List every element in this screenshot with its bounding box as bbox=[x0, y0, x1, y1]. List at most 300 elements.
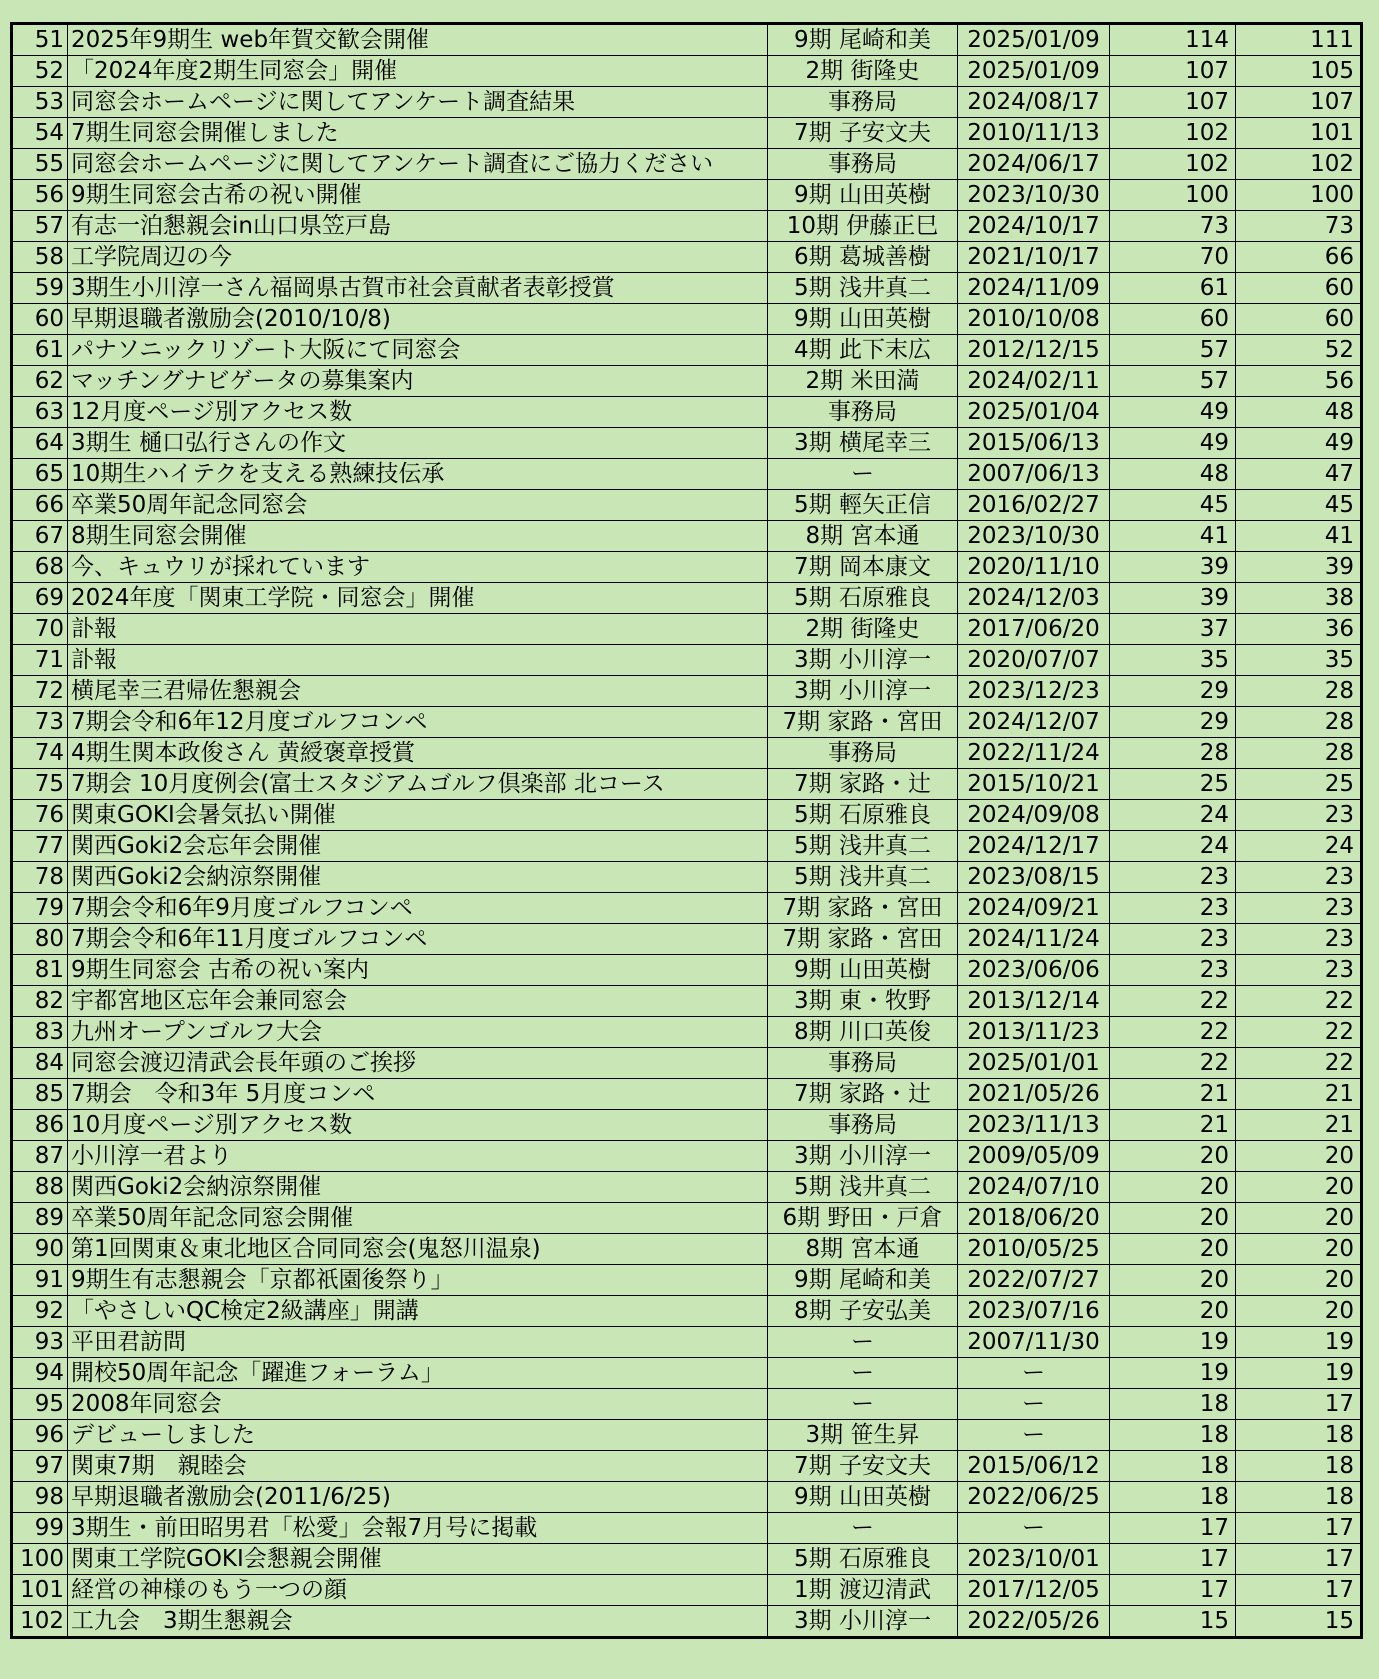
article-title: 7期会令和6年11月度ゴルフコンペ bbox=[68, 924, 768, 955]
access-count: 17 bbox=[1110, 1575, 1236, 1606]
article-title: 7期会令和6年9月度ゴルフコンペ bbox=[68, 893, 768, 924]
author: 6期 葛城善樹 bbox=[768, 242, 958, 273]
table-row bbox=[12, 1079, 1362, 1110]
row-number: 69 bbox=[12, 583, 68, 614]
visitor-count: 28 bbox=[1236, 738, 1362, 769]
post-date: 2007/06/13 bbox=[958, 459, 1110, 490]
post-date: 2022/11/24 bbox=[958, 738, 1110, 769]
row-number: 60 bbox=[12, 304, 68, 335]
visitor-count: 23 bbox=[1236, 862, 1362, 893]
row-number: 64 bbox=[12, 428, 68, 459]
table-row bbox=[12, 1141, 1362, 1172]
access-count: 23 bbox=[1110, 862, 1236, 893]
post-date: ー bbox=[958, 1513, 1110, 1544]
author: ー bbox=[768, 1327, 958, 1358]
row-number: 81 bbox=[12, 955, 68, 986]
table-row bbox=[12, 1513, 1362, 1544]
author: ー bbox=[768, 1513, 958, 1544]
row-number: 76 bbox=[12, 800, 68, 831]
article-title: 4期生関本政俊さん 黄綬褒章授賞 bbox=[68, 738, 768, 769]
author: 事務局 bbox=[768, 87, 958, 118]
visitor-count: 35 bbox=[1236, 645, 1362, 676]
access-count: 20 bbox=[1110, 1296, 1236, 1327]
access-count: 17 bbox=[1110, 1544, 1236, 1575]
row-number: 91 bbox=[12, 1265, 68, 1296]
row-number: 73 bbox=[12, 707, 68, 738]
table-row bbox=[12, 397, 1362, 428]
visitor-count: 48 bbox=[1236, 397, 1362, 428]
visitor-count: 60 bbox=[1236, 304, 1362, 335]
author: ー bbox=[768, 1358, 958, 1389]
visitor-count: 22 bbox=[1236, 1017, 1362, 1048]
row-number: 58 bbox=[12, 242, 68, 273]
access-count: 21 bbox=[1110, 1079, 1236, 1110]
row-number: 85 bbox=[12, 1079, 68, 1110]
author: 9期 山田英樹 bbox=[768, 1482, 958, 1513]
row-number: 95 bbox=[12, 1389, 68, 1420]
post-date: 2025/01/09 bbox=[958, 24, 1110, 56]
author: 5期 石原雅良 bbox=[768, 1544, 958, 1575]
row-number: 98 bbox=[12, 1482, 68, 1513]
visitor-count: 45 bbox=[1236, 490, 1362, 521]
post-date: 2024/09/21 bbox=[958, 893, 1110, 924]
post-date: ー bbox=[958, 1420, 1110, 1451]
post-date: 2024/11/09 bbox=[958, 273, 1110, 304]
access-count: 19 bbox=[1110, 1327, 1236, 1358]
visitor-count: 19 bbox=[1236, 1327, 1362, 1358]
article-title: 9期生同窓会 古希の祝い案内 bbox=[68, 955, 768, 986]
table-row bbox=[12, 583, 1362, 614]
table-row bbox=[12, 242, 1362, 273]
visitor-count: 36 bbox=[1236, 614, 1362, 645]
access-count: 19 bbox=[1110, 1358, 1236, 1389]
post-date: 2017/12/05 bbox=[958, 1575, 1110, 1606]
article-title: 12月度ページ別アクセス数 bbox=[68, 397, 768, 428]
visitor-count: 28 bbox=[1236, 676, 1362, 707]
visitor-count: 101 bbox=[1236, 118, 1362, 149]
row-number: 88 bbox=[12, 1172, 68, 1203]
post-date: 2025/01/09 bbox=[958, 56, 1110, 87]
author: 9期 山田英樹 bbox=[768, 304, 958, 335]
row-number: 90 bbox=[12, 1234, 68, 1265]
row-number: 61 bbox=[12, 335, 68, 366]
article-title: 7期会 令和3年 5月度コンペ bbox=[68, 1079, 768, 1110]
author: 1期 渡辺清武 bbox=[768, 1575, 958, 1606]
access-count: 45 bbox=[1110, 490, 1236, 521]
row-number: 89 bbox=[12, 1203, 68, 1234]
access-count: 29 bbox=[1110, 707, 1236, 738]
table-row bbox=[12, 676, 1362, 707]
post-date: 2015/10/21 bbox=[958, 769, 1110, 800]
author: 5期 浅井真二 bbox=[768, 831, 958, 862]
post-date: 2023/10/30 bbox=[958, 521, 1110, 552]
access-count: 24 bbox=[1110, 800, 1236, 831]
table-row bbox=[12, 1451, 1362, 1482]
post-date: 2024/02/11 bbox=[958, 366, 1110, 397]
article-title: 同窓会ホームページに関してアンケート調査にご協力ください bbox=[68, 149, 768, 180]
visitor-count: 20 bbox=[1236, 1203, 1362, 1234]
author: 7期 子安文夫 bbox=[768, 1451, 958, 1482]
article-title: 3期生・前田昭男君「松愛」会報7月号に掲載 bbox=[68, 1513, 768, 1544]
table-body bbox=[12, 24, 1362, 1638]
article-title: 関西Goki2会納涼祭開催 bbox=[68, 1172, 768, 1203]
access-count: 70 bbox=[1110, 242, 1236, 273]
visitor-count: 47 bbox=[1236, 459, 1362, 490]
row-number: 74 bbox=[12, 738, 68, 769]
row-number: 92 bbox=[12, 1296, 68, 1327]
post-date: 2024/12/07 bbox=[958, 707, 1110, 738]
row-number: 70 bbox=[12, 614, 68, 645]
access-count: 37 bbox=[1110, 614, 1236, 645]
visitor-count: 17 bbox=[1236, 1389, 1362, 1420]
post-date: 2023/12/23 bbox=[958, 676, 1110, 707]
author: 3期 小川淳一 bbox=[768, 1606, 958, 1638]
access-count: 23 bbox=[1110, 893, 1236, 924]
visitor-count: 60 bbox=[1236, 273, 1362, 304]
access-count: 22 bbox=[1110, 986, 1236, 1017]
table-row bbox=[12, 1389, 1362, 1420]
article-title: 3期生小川淳一さん福岡県古賀市社会貢献者表彰授賞 bbox=[68, 273, 768, 304]
visitor-count: 73 bbox=[1236, 211, 1362, 242]
visitor-count: 41 bbox=[1236, 521, 1362, 552]
author: 9期 山田英樹 bbox=[768, 955, 958, 986]
article-title: 関東GOKI会暑気払い開催 bbox=[68, 800, 768, 831]
table-row bbox=[12, 118, 1362, 149]
article-title: 横尾幸三君帰佐懇親会 bbox=[68, 676, 768, 707]
row-number: 51 bbox=[12, 24, 68, 56]
article-title: 10月度ページ別アクセス数 bbox=[68, 1110, 768, 1141]
access-count: 48 bbox=[1110, 459, 1236, 490]
row-number: 68 bbox=[12, 552, 68, 583]
visitor-count: 19 bbox=[1236, 1358, 1362, 1389]
article-title: 早期退職者激励会(2010/10/8) bbox=[68, 304, 768, 335]
row-number: 97 bbox=[12, 1451, 68, 1482]
table-row bbox=[12, 459, 1362, 490]
author: ー bbox=[768, 1389, 958, 1420]
post-date: 2024/07/10 bbox=[958, 1172, 1110, 1203]
author: 3期 小川淳一 bbox=[768, 1141, 958, 1172]
visitor-count: 38 bbox=[1236, 583, 1362, 614]
row-number: 66 bbox=[12, 490, 68, 521]
article-title: マッチングナビゲータの募集案内 bbox=[68, 366, 768, 397]
row-number: 96 bbox=[12, 1420, 68, 1451]
access-count: 20 bbox=[1110, 1234, 1236, 1265]
access-count: 15 bbox=[1110, 1606, 1236, 1638]
article-title: 九州オープンゴルフ大会 bbox=[68, 1017, 768, 1048]
table-row bbox=[12, 1420, 1362, 1451]
visitor-count: 23 bbox=[1236, 893, 1362, 924]
article-title: 7期会令和6年12月度ゴルフコンペ bbox=[68, 707, 768, 738]
post-date: 2015/06/12 bbox=[958, 1451, 1110, 1482]
post-date: 2023/10/30 bbox=[958, 180, 1110, 211]
access-count: 25 bbox=[1110, 769, 1236, 800]
author: 7期 家路・辻 bbox=[768, 1079, 958, 1110]
article-title: 「やさしいQC検定2級講座」開講 bbox=[68, 1296, 768, 1327]
article-title: 平田君訪問 bbox=[68, 1327, 768, 1358]
author: 7期 家路・宮田 bbox=[768, 893, 958, 924]
post-date: 2017/06/20 bbox=[958, 614, 1110, 645]
author: 9期 尾崎和美 bbox=[768, 24, 958, 56]
article-title: 卒業50周年記念同窓会 bbox=[68, 490, 768, 521]
access-count: 60 bbox=[1110, 304, 1236, 335]
article-title: 10期生ハイテクを支える熟練技伝承 bbox=[68, 459, 768, 490]
row-number: 79 bbox=[12, 893, 68, 924]
author: 6期 野田・戸倉 bbox=[768, 1203, 958, 1234]
author: 9期 尾崎和美 bbox=[768, 1265, 958, 1296]
row-number: 59 bbox=[12, 273, 68, 304]
post-date: 2010/10/08 bbox=[958, 304, 1110, 335]
access-count: 18 bbox=[1110, 1420, 1236, 1451]
access-count: 100 bbox=[1110, 180, 1236, 211]
article-title: 3期生 樋口弘行さんの作文 bbox=[68, 428, 768, 459]
access-count: 20 bbox=[1110, 1172, 1236, 1203]
author: 7期 家路・宮田 bbox=[768, 707, 958, 738]
author: 2期 街隆史 bbox=[768, 56, 958, 87]
access-count: 21 bbox=[1110, 1110, 1236, 1141]
table-row bbox=[12, 707, 1362, 738]
row-number: 62 bbox=[12, 366, 68, 397]
visitor-count: 23 bbox=[1236, 924, 1362, 955]
visitor-count: 23 bbox=[1236, 955, 1362, 986]
post-date: 2010/05/25 bbox=[958, 1234, 1110, 1265]
author: 9期 山田英樹 bbox=[768, 180, 958, 211]
visitor-count: 21 bbox=[1236, 1110, 1362, 1141]
article-title: 卒業50周年記念同窓会開催 bbox=[68, 1203, 768, 1234]
access-count: 41 bbox=[1110, 521, 1236, 552]
author: 5期 浅井真二 bbox=[768, 273, 958, 304]
author: 事務局 bbox=[768, 1048, 958, 1079]
access-count: 57 bbox=[1110, 366, 1236, 397]
post-date: 2020/07/07 bbox=[958, 645, 1110, 676]
table-row bbox=[12, 1017, 1362, 1048]
author: 事務局 bbox=[768, 397, 958, 428]
author: 3期 小川淳一 bbox=[768, 676, 958, 707]
row-number: 52 bbox=[12, 56, 68, 87]
visitor-count: 20 bbox=[1236, 1172, 1362, 1203]
article-title: 宇都宮地区忘年会兼同窓会 bbox=[68, 986, 768, 1017]
access-count: 18 bbox=[1110, 1451, 1236, 1482]
table-row bbox=[12, 955, 1362, 986]
author: 3期 笹生昇 bbox=[768, 1420, 958, 1451]
table-row bbox=[12, 1203, 1362, 1234]
table-row bbox=[12, 521, 1362, 552]
row-number: 102 bbox=[12, 1606, 68, 1638]
access-count: 102 bbox=[1110, 118, 1236, 149]
visitor-count: 18 bbox=[1236, 1420, 1362, 1451]
table-row bbox=[12, 800, 1362, 831]
access-count: 107 bbox=[1110, 56, 1236, 87]
article-title: 関東工学院GOKI会懇親会開催 bbox=[68, 1544, 768, 1575]
access-count: 49 bbox=[1110, 428, 1236, 459]
visitor-count: 20 bbox=[1236, 1234, 1362, 1265]
access-count: 107 bbox=[1110, 87, 1236, 118]
visitor-count: 20 bbox=[1236, 1296, 1362, 1327]
author: 7期 家路・宮田 bbox=[768, 924, 958, 955]
row-number: 87 bbox=[12, 1141, 68, 1172]
access-count: 57 bbox=[1110, 335, 1236, 366]
table-row bbox=[12, 645, 1362, 676]
row-number: 82 bbox=[12, 986, 68, 1017]
visitor-count: 52 bbox=[1236, 335, 1362, 366]
author: 7期 岡本康文 bbox=[768, 552, 958, 583]
visitor-count: 22 bbox=[1236, 986, 1362, 1017]
post-date: 2024/12/03 bbox=[958, 583, 1110, 614]
visitor-count: 17 bbox=[1236, 1544, 1362, 1575]
article-title: 工学院周辺の今 bbox=[68, 242, 768, 273]
post-date: 2024/08/17 bbox=[958, 87, 1110, 118]
table-row bbox=[12, 738, 1362, 769]
access-count: 39 bbox=[1110, 583, 1236, 614]
access-count: 49 bbox=[1110, 397, 1236, 428]
article-title: 訃報 bbox=[68, 645, 768, 676]
visitor-count: 39 bbox=[1236, 552, 1362, 583]
access-count: 20 bbox=[1110, 1265, 1236, 1296]
table-row bbox=[12, 273, 1362, 304]
access-count: 102 bbox=[1110, 149, 1236, 180]
table-row bbox=[12, 893, 1362, 924]
post-date: ー bbox=[958, 1358, 1110, 1389]
access-count: 23 bbox=[1110, 955, 1236, 986]
post-date: 2024/06/17 bbox=[958, 149, 1110, 180]
table-row bbox=[12, 1048, 1362, 1079]
post-date: 2022/05/26 bbox=[958, 1606, 1110, 1638]
table-row bbox=[12, 552, 1362, 583]
access-count: 18 bbox=[1110, 1389, 1236, 1420]
article-title: 第1回関東＆東北地区合同同窓会(鬼怒川温泉) bbox=[68, 1234, 768, 1265]
author: 4期 此下末広 bbox=[768, 335, 958, 366]
post-date: 2009/05/09 bbox=[958, 1141, 1110, 1172]
visitor-count: 23 bbox=[1236, 800, 1362, 831]
row-number: 53 bbox=[12, 87, 68, 118]
article-title: 関東7期 親睦会 bbox=[68, 1451, 768, 1482]
article-title: 早期退職者激励会(2011/6/25) bbox=[68, 1482, 768, 1513]
article-title: 7期生同窓会開催しました bbox=[68, 118, 768, 149]
post-date: 2025/01/04 bbox=[958, 397, 1110, 428]
article-title: 今、キュウリが採れています bbox=[68, 552, 768, 583]
author: ー bbox=[768, 459, 958, 490]
table-row bbox=[12, 335, 1362, 366]
visitor-count: 24 bbox=[1236, 831, 1362, 862]
row-number: 86 bbox=[12, 1110, 68, 1141]
table-row bbox=[12, 24, 1362, 56]
article-title: 2008年同窓会 bbox=[68, 1389, 768, 1420]
access-count: 35 bbox=[1110, 645, 1236, 676]
author: 3期 東・牧野 bbox=[768, 986, 958, 1017]
visitor-count: 17 bbox=[1236, 1575, 1362, 1606]
post-date: 2022/07/27 bbox=[958, 1265, 1110, 1296]
post-date: 2023/08/15 bbox=[958, 862, 1110, 893]
table-row bbox=[12, 1265, 1362, 1296]
row-number: 72 bbox=[12, 676, 68, 707]
author: 8期 宮本通 bbox=[768, 1234, 958, 1265]
post-date: 2020/11/10 bbox=[958, 552, 1110, 583]
author: 5期 浅井真二 bbox=[768, 862, 958, 893]
row-number: 93 bbox=[12, 1327, 68, 1358]
post-date: 2022/06/25 bbox=[958, 1482, 1110, 1513]
visitor-count: 102 bbox=[1236, 149, 1362, 180]
visitor-count: 18 bbox=[1236, 1482, 1362, 1513]
table-row bbox=[12, 366, 1362, 397]
table-row bbox=[12, 1327, 1362, 1358]
row-number: 101 bbox=[12, 1575, 68, 1606]
article-title: 関西Goki2会忘年会開催 bbox=[68, 831, 768, 862]
author: 事務局 bbox=[768, 149, 958, 180]
visitor-count: 21 bbox=[1236, 1079, 1362, 1110]
visitor-count: 20 bbox=[1236, 1141, 1362, 1172]
access-ranking-table bbox=[10, 22, 1363, 1639]
table-row bbox=[12, 180, 1362, 211]
visitor-count: 100 bbox=[1236, 180, 1362, 211]
post-date: 2023/11/13 bbox=[958, 1110, 1110, 1141]
post-date: 2024/11/24 bbox=[958, 924, 1110, 955]
visitor-count: 107 bbox=[1236, 87, 1362, 118]
article-title: 9期生有志懇親会「京都祇園後祭り」 bbox=[68, 1265, 768, 1296]
table-row bbox=[12, 924, 1362, 955]
article-title: 小川淳一君より bbox=[68, 1141, 768, 1172]
author: 2期 街隆史 bbox=[768, 614, 958, 645]
table-row bbox=[12, 428, 1362, 459]
visitor-count: 49 bbox=[1236, 428, 1362, 459]
post-date: 2016/02/27 bbox=[958, 490, 1110, 521]
post-date: 2015/06/13 bbox=[958, 428, 1110, 459]
post-date: 2021/05/26 bbox=[958, 1079, 1110, 1110]
access-count: 18 bbox=[1110, 1482, 1236, 1513]
access-count: 20 bbox=[1110, 1141, 1236, 1172]
visitor-count: 17 bbox=[1236, 1513, 1362, 1544]
row-number: 63 bbox=[12, 397, 68, 428]
visitor-count: 111 bbox=[1236, 24, 1362, 56]
post-date: 2021/10/17 bbox=[958, 242, 1110, 273]
access-count: 22 bbox=[1110, 1048, 1236, 1079]
article-title: 同窓会ホームページに関してアンケート調査結果 bbox=[68, 87, 768, 118]
author: 5期 輕矢正信 bbox=[768, 490, 958, 521]
access-count: 61 bbox=[1110, 273, 1236, 304]
access-count: 17 bbox=[1110, 1513, 1236, 1544]
table-row bbox=[12, 986, 1362, 1017]
article-title: 2025年9期生 web年賀交歓会開催 bbox=[68, 24, 768, 56]
table-row bbox=[12, 1482, 1362, 1513]
article-title: 有志一泊懇親会in山口県笠戸島 bbox=[68, 211, 768, 242]
post-date: ー bbox=[958, 1389, 1110, 1420]
author: 10期 伊藤正巳 bbox=[768, 211, 958, 242]
table-row bbox=[12, 87, 1362, 118]
post-date: 2024/12/17 bbox=[958, 831, 1110, 862]
row-number: 83 bbox=[12, 1017, 68, 1048]
author: 5期 石原雅良 bbox=[768, 800, 958, 831]
table-row bbox=[12, 1234, 1362, 1265]
access-count: 20 bbox=[1110, 1203, 1236, 1234]
article-title: 「2024年度2期生同窓会」開催 bbox=[68, 56, 768, 87]
post-date: 2018/06/20 bbox=[958, 1203, 1110, 1234]
post-date: 2024/09/08 bbox=[958, 800, 1110, 831]
table-row bbox=[12, 614, 1362, 645]
row-number: 57 bbox=[12, 211, 68, 242]
author: 事務局 bbox=[768, 1110, 958, 1141]
access-count: 24 bbox=[1110, 831, 1236, 862]
article-title: 8期生同窓会開催 bbox=[68, 521, 768, 552]
post-date: 2023/06/06 bbox=[958, 955, 1110, 986]
author: 8期 宮本通 bbox=[768, 521, 958, 552]
row-number: 65 bbox=[12, 459, 68, 490]
row-number: 78 bbox=[12, 862, 68, 893]
table-row bbox=[12, 769, 1362, 800]
visitor-count: 20 bbox=[1236, 1265, 1362, 1296]
visitor-count: 25 bbox=[1236, 769, 1362, 800]
article-title: 9期生同窓会古希の祝い開催 bbox=[68, 180, 768, 211]
row-number: 71 bbox=[12, 645, 68, 676]
access-count: 73 bbox=[1110, 211, 1236, 242]
row-number: 100 bbox=[12, 1544, 68, 1575]
